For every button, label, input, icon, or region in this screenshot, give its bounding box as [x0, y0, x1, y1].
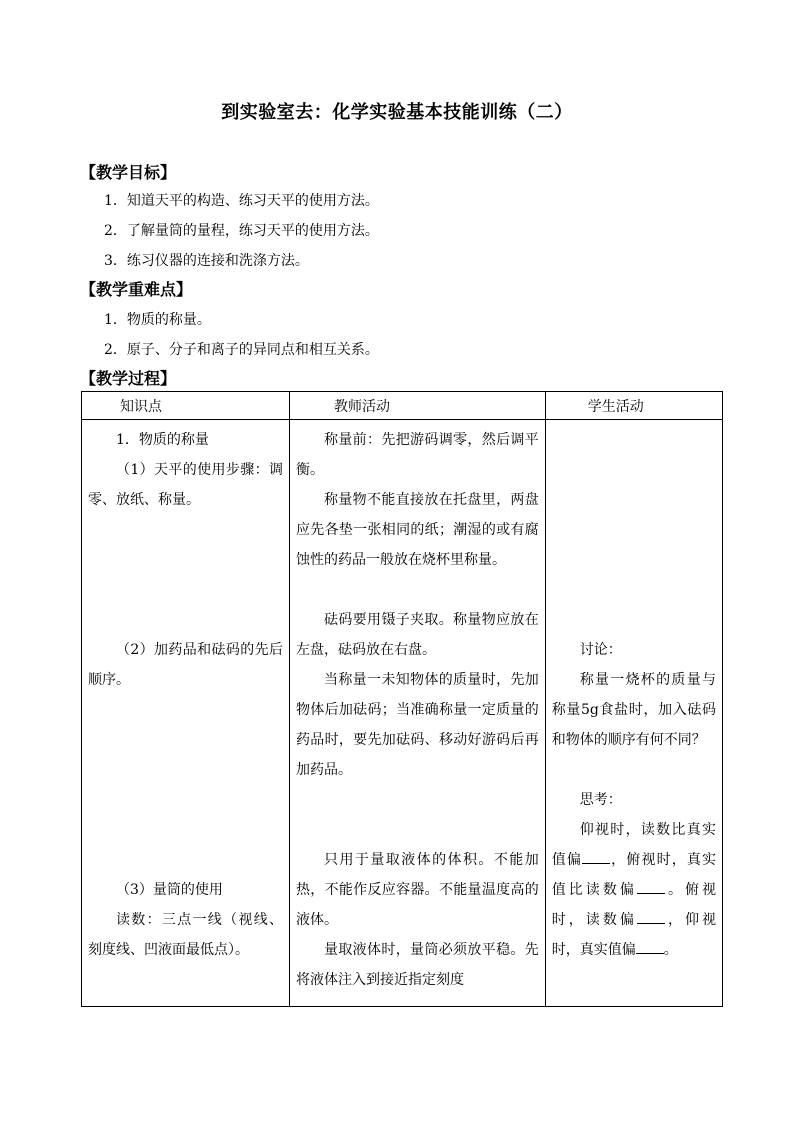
objective-item-1: 1．知道天平的构造、练习天平的使用方法。 [104, 193, 379, 209]
think-text: 仰视时，读数比真实值偏 ，俯视时，真实值比读数偏 。俯视时，读数偏 ，仰视时，真实值偏 。 [551, 822, 717, 958]
objective-item-2: 2．了解量筒的量程，练习天平的使用方法。 [104, 223, 379, 239]
teacher-activity-1: 称量前：先把游码调零，然后调平衡。 [296, 432, 539, 478]
key-point-item-1: 1．物质的称量。 [104, 312, 211, 328]
answer-blank [636, 939, 664, 954]
column-header-student: 学生活动 [545, 392, 722, 420]
key-point-item-2: 2．原子、分子和离子的异同点和相互关系。 [104, 342, 379, 358]
discuss-text: 称量一烧杯的质量与称量5g食盐时，加入砝码和物体的顺序有何不同？ [551, 672, 716, 748]
teacher-activity-2: 称量物不能直接放在托盘里，两盘应先各垫一张相同的纸；潮湿的或有腐蚀性的药品一般放在烧杯里称量。 [296, 492, 539, 568]
objectives-heading: 【教学目标】 [80, 163, 177, 182]
table-row [82, 420, 723, 1007]
knowledge-point-4: （3）量筒的使用 [116, 882, 223, 898]
objective-item-3: 3．练习仪器的连接和洗涤方法。 [104, 253, 309, 269]
teacher-activity-4: 当称量一未知物体的质量时，先加物体后加砝码；当准确称量一定质量的药品时，要先加砝码、移动好游码后再加药品。 [296, 672, 539, 778]
column-header-teacher: 教师活动 [290, 392, 546, 420]
think-label: 思考： [579, 792, 622, 808]
page-title: 到实验室去：化学实验基本技能训练（二） [221, 102, 573, 123]
knowledge-point-1: 1．物质的称量 [116, 432, 209, 448]
process-heading: 【教学过程】 [80, 369, 177, 388]
teacher-activity-3: 砝码要用镊子夹取。称量物应放在左盘，砝码放在右盘。 [296, 612, 539, 658]
answer-blank [637, 879, 665, 894]
knowledge-cell [82, 420, 290, 1007]
teacher-activity-5: 只用于量取液体的体积。不能加热，不能作反应容器。不能量温度高的液体。 [296, 852, 539, 928]
knowledge-point-5: 读数：三点一线（视线、刻度线、凹液面最低点）。 [88, 912, 283, 958]
answer-blank [582, 849, 610, 864]
student-cell [545, 420, 722, 1007]
column-header-knowledge: 知识点 [82, 392, 290, 420]
table-header-row [82, 392, 723, 420]
knowledge-point-3: （2）加药品和砝码的先后顺序。 [88, 642, 283, 688]
teacher-activity-6: 量取液体时，量筒必须放平稳。先将液体注入到接近指定刻度 [296, 942, 539, 988]
teacher-cell [290, 420, 546, 1007]
key-points-heading: 【教学重难点】 [80, 280, 193, 299]
process-table [81, 391, 723, 1007]
knowledge-point-2: （1）天平的使用步骤：调零、放纸、称量。 [88, 462, 283, 508]
discuss-label: 讨论： [579, 642, 622, 658]
answer-blank [637, 909, 665, 924]
